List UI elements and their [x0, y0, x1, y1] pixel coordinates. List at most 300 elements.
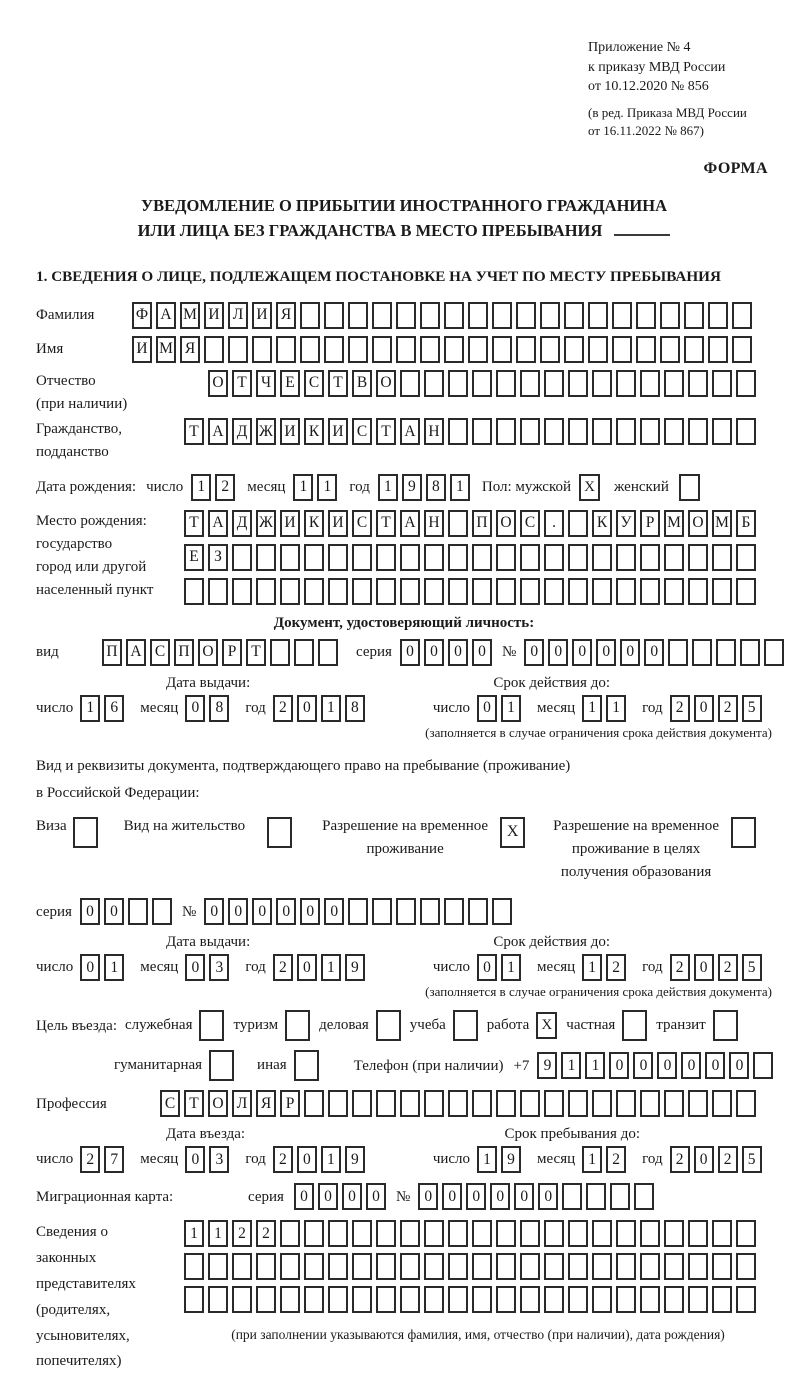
char-box: [588, 302, 608, 329]
char-box: Е: [280, 370, 300, 397]
char-box: [280, 578, 300, 605]
char-box: И: [328, 510, 348, 537]
day-label: число: [36, 1151, 74, 1168]
char-box: [688, 578, 708, 605]
identity-type-row: [36, 639, 772, 666]
purpose-study-label: учеба: [409, 1017, 446, 1034]
char-box: [232, 578, 252, 605]
char-box: [256, 544, 276, 571]
char-box: [424, 1220, 444, 1247]
char-box: [616, 1286, 636, 1313]
name-row: [36, 336, 772, 363]
purpose-official: [125, 1010, 225, 1041]
residence-issue-title: Дата выдачи:: [166, 934, 251, 951]
char-box: 1: [450, 474, 470, 501]
char-box: [424, 1286, 444, 1313]
purpose-private: [566, 1010, 647, 1041]
birthdate-year-label: год: [349, 478, 370, 495]
char-box: [732, 302, 752, 329]
char-box: 2: [215, 474, 235, 501]
char-box: [400, 1286, 420, 1313]
char-box: 1: [501, 954, 521, 981]
char-box: 0: [418, 1183, 438, 1210]
month-cells: [185, 695, 233, 722]
char-box: [448, 578, 468, 605]
day-label: число: [432, 699, 471, 716]
day-cells: [477, 695, 525, 722]
char-box: [496, 578, 516, 605]
char-box: [448, 1253, 468, 1280]
char-box: С: [352, 510, 372, 537]
birthplace-cells-block: [184, 510, 760, 605]
char-box: [610, 1183, 630, 1210]
char-box: 0: [80, 954, 100, 981]
char-box: 0: [300, 898, 320, 925]
migration-card-number-label: №: [395, 1188, 411, 1205]
char-box: Д: [232, 510, 252, 537]
char-box: [496, 544, 516, 571]
char-box: 0: [442, 1183, 462, 1210]
birthplace-label-line3: город или другой: [36, 559, 147, 576]
char-box: [204, 336, 224, 363]
char-box: 0: [294, 1183, 314, 1210]
char-box: [684, 336, 704, 363]
char-box: Д: [232, 418, 252, 445]
month-label: месяц: [140, 1151, 179, 1168]
char-box: [640, 370, 660, 397]
char-box: [544, 1286, 564, 1313]
char-box: 2: [670, 954, 690, 981]
char-box: [664, 418, 684, 445]
month-cells: [582, 954, 630, 981]
char-box: И: [252, 302, 272, 329]
char-box: 0: [477, 954, 497, 981]
char-box: [544, 1220, 564, 1247]
char-box: И: [328, 418, 348, 445]
char-box: [568, 1253, 588, 1280]
char-box: 9: [345, 954, 365, 981]
char-box: 0: [228, 898, 248, 925]
char-box: [592, 1253, 612, 1280]
day-cells: [80, 1146, 128, 1173]
residence-until-title: Срок действия до:: [493, 934, 610, 951]
char-box: [544, 578, 564, 605]
char-box: [544, 370, 564, 397]
birthdate-year-cells: [378, 474, 474, 501]
char-box: [208, 578, 228, 605]
purpose-study-checkbox: [453, 1010, 478, 1041]
char-box: 8: [426, 474, 446, 501]
char-box: [420, 302, 440, 329]
char-box: [592, 1090, 612, 1117]
char-box: 0: [538, 1183, 558, 1210]
char-box: 0: [694, 695, 714, 722]
residence-series-cells: [80, 898, 176, 925]
char-box: [668, 639, 688, 666]
char-box: [616, 1090, 636, 1117]
char-box: [712, 418, 732, 445]
char-box: [636, 336, 656, 363]
year-cells: [670, 1146, 766, 1173]
char-box: 1: [582, 954, 602, 981]
char-box: [664, 1253, 684, 1280]
char-box: [304, 1220, 324, 1247]
char-box: [732, 336, 752, 363]
char-box: [664, 1286, 684, 1313]
char-box: [256, 1253, 276, 1280]
migration-card-row: [36, 1183, 772, 1210]
char-box: [328, 578, 348, 605]
char-box: [588, 336, 608, 363]
char-box: [664, 1220, 684, 1247]
day-cells: [477, 1146, 525, 1173]
char-box: [352, 578, 372, 605]
char-box: О: [208, 1090, 228, 1117]
char-box: [708, 302, 728, 329]
month-cells: [582, 1146, 630, 1173]
form-title-line2: [36, 218, 772, 244]
char-box: 0: [342, 1183, 362, 1210]
amendment-line: от 16.11.2022 № 867): [588, 122, 705, 138]
char-box: С: [160, 1090, 180, 1117]
char-box: [496, 1220, 516, 1247]
identity-series-label: серия: [356, 643, 392, 660]
char-box: Я: [276, 302, 296, 329]
char-box: 2: [273, 954, 293, 981]
residence-issue-group: [36, 954, 381, 981]
birthplace-label-line4: населенный пункт: [36, 582, 154, 599]
representatives-note: (при заполнении указываются фамилия, имя, отчество (при наличии), дата рождения): [231, 1327, 725, 1343]
char-box: [712, 1220, 732, 1247]
char-box: [128, 898, 148, 925]
char-box: [712, 1090, 732, 1117]
purpose-transit-label: транзит: [656, 1017, 706, 1034]
char-box: [592, 544, 612, 571]
char-box: Я: [256, 1090, 276, 1117]
section1-title: 1. СВЕДЕНИЯ О ЛИЦЕ, ПОДЛЕЖАЩЕМ ПОСТАНОВКЕ НА УЧЕТ ПО МЕСТУ ПРЕБЫВАНИЯ: [36, 267, 721, 285]
edu-residence-checkbox: [731, 817, 756, 848]
char-box: [304, 544, 324, 571]
char-box: [568, 544, 588, 571]
char-box: 0: [185, 695, 205, 722]
year-cells: [670, 695, 766, 722]
char-box: С: [304, 370, 324, 397]
char-box: 3: [209, 1146, 229, 1173]
char-box: Т: [246, 639, 266, 666]
birthplace-row: [36, 510, 772, 605]
char-box: [568, 1220, 588, 1247]
month-label: месяц: [537, 699, 576, 716]
char-box: 0: [366, 1183, 386, 1210]
citizenship-label-line1: Гражданство,: [36, 421, 123, 438]
char-box: [208, 1286, 228, 1313]
char-box: 0: [657, 1052, 677, 1079]
char-box: 1: [477, 1146, 497, 1173]
identity-dates-row: [36, 695, 772, 722]
char-box: [400, 1090, 420, 1117]
birthdate-month-cells: [293, 474, 341, 501]
char-box: [328, 1286, 348, 1313]
char-box: [328, 1090, 348, 1117]
char-box: [468, 898, 488, 925]
name-label: Имя: [36, 340, 64, 357]
char-box: [468, 336, 488, 363]
char-box: 2: [718, 954, 738, 981]
char-box: 0: [185, 1146, 205, 1173]
birthplace-label-line2: государство: [36, 535, 113, 552]
char-box: [376, 1090, 396, 1117]
char-box: [736, 370, 756, 397]
char-box: [520, 578, 540, 605]
char-box: 0: [694, 1146, 714, 1173]
char-box: [688, 1253, 708, 1280]
char-box: [712, 544, 732, 571]
char-box: 2: [718, 1146, 738, 1173]
char-box: [664, 578, 684, 605]
identity-type-cells: [102, 639, 342, 666]
char-box: И: [280, 510, 300, 537]
char-box: [544, 1253, 564, 1280]
char-box: [736, 1090, 756, 1117]
residence-intro-line1: Вид и реквизиты документа, подтверждающего право на пребывание (проживание): [36, 757, 571, 774]
identity-until-group: [433, 695, 778, 722]
edu-residence-label-line2: проживание в целях: [571, 840, 701, 857]
char-box: [352, 1286, 372, 1313]
char-box: 1: [321, 1146, 341, 1173]
char-box: [712, 370, 732, 397]
char-box: [400, 578, 420, 605]
char-box: [376, 1220, 396, 1247]
char-box: [270, 639, 290, 666]
char-box: 0: [490, 1183, 510, 1210]
char-box: [496, 370, 516, 397]
char-box: 0: [572, 639, 592, 666]
char-box: 8: [209, 695, 229, 722]
surname-cells: [132, 302, 756, 329]
identity-series-cells: [400, 639, 496, 666]
purpose-official-label: служебная: [124, 1017, 193, 1034]
char-box: Е: [184, 544, 204, 571]
char-box: [280, 1286, 300, 1313]
char-box: О: [688, 510, 708, 537]
year-label: год: [245, 699, 266, 716]
char-box: 1: [561, 1052, 581, 1079]
char-box: [328, 544, 348, 571]
char-box: [616, 370, 636, 397]
char-box: [280, 1220, 300, 1247]
char-box: [376, 1286, 396, 1313]
patronymic-label-line2: (при наличии): [36, 395, 128, 412]
residence-permit-checkbox: [267, 817, 292, 848]
char-box: [348, 898, 368, 925]
char-box: [256, 578, 276, 605]
birthdate-month-label: месяц: [247, 478, 286, 495]
char-box: [472, 578, 492, 605]
char-box: [304, 578, 324, 605]
name-cells: [132, 336, 756, 363]
char-box: [328, 1220, 348, 1247]
char-box: [540, 302, 560, 329]
birthplace-cells-row1: [184, 510, 760, 537]
char-box: [712, 1286, 732, 1313]
char-box: [520, 370, 540, 397]
char-box: [208, 1253, 228, 1280]
char-box: 0: [297, 695, 317, 722]
char-box: С: [150, 639, 170, 666]
entry-dates-row: [36, 1146, 772, 1173]
char-box: [496, 1090, 516, 1117]
char-box: [448, 418, 468, 445]
purpose-transit-checkbox: [713, 1010, 738, 1041]
char-box: [616, 1220, 636, 1247]
appendix-block: [588, 38, 768, 181]
purpose-business-checkbox: [376, 1010, 401, 1041]
char-box: [664, 370, 684, 397]
char-box: [688, 370, 708, 397]
residence-permit-label: Вид на жительство: [123, 817, 246, 834]
char-box: [753, 1052, 773, 1079]
char-box: П: [102, 639, 122, 666]
char-box: [660, 302, 680, 329]
char-box: О: [208, 370, 228, 397]
char-box: Т: [328, 370, 348, 397]
residence-number-label: №: [181, 903, 197, 920]
char-box: .: [544, 510, 564, 537]
year-cells: [670, 954, 766, 981]
char-box: [544, 544, 564, 571]
sex-male-checkbox: X: [579, 474, 600, 501]
char-box: [664, 544, 684, 571]
char-box: К: [304, 510, 324, 537]
char-box: 2: [256, 1220, 276, 1247]
purpose-tourism-checkbox: [285, 1010, 310, 1041]
char-box: 2: [670, 695, 690, 722]
char-box: [492, 336, 512, 363]
char-box: [444, 336, 464, 363]
char-box: 7: [104, 1146, 124, 1173]
char-box: [716, 639, 736, 666]
representatives-cells-block: [184, 1220, 772, 1343]
char-box: И: [280, 418, 300, 445]
char-box: [232, 1253, 252, 1280]
char-box: А: [400, 510, 420, 537]
sex-female-checkbox: [679, 474, 700, 501]
char-box: 0: [400, 639, 420, 666]
residence-dates-headers: [36, 934, 772, 951]
char-box: Т: [376, 510, 396, 537]
char-box: 0: [472, 639, 492, 666]
char-box: М: [664, 510, 684, 537]
patronymic-label: [36, 370, 208, 417]
representatives-cells-row2: [184, 1253, 772, 1280]
char-box: [424, 1253, 444, 1280]
char-box: 0: [297, 954, 317, 981]
char-box: П: [472, 510, 492, 537]
char-box: 1: [606, 695, 626, 722]
temp-residence-option: [322, 815, 525, 862]
char-box: [492, 898, 512, 925]
char-box: [640, 418, 660, 445]
birthdate-day-label: число: [146, 478, 184, 495]
char-box: [300, 336, 320, 363]
char-box: 8: [345, 695, 365, 722]
char-box: А: [126, 639, 146, 666]
purpose-work-label: работа: [486, 1017, 530, 1034]
char-box: 0: [705, 1052, 725, 1079]
char-box: 0: [477, 695, 497, 722]
purpose-humanitarian: [114, 1050, 234, 1081]
char-box: [294, 639, 314, 666]
char-box: 0: [297, 1146, 317, 1173]
purpose-tourism-label: туризм: [233, 1017, 279, 1034]
char-box: [372, 898, 392, 925]
char-box: [400, 1253, 420, 1280]
purpose-row: [36, 1010, 772, 1041]
char-box: [324, 302, 344, 329]
char-box: [318, 639, 338, 666]
char-box: [692, 639, 712, 666]
char-box: [688, 1220, 708, 1247]
char-box: А: [156, 302, 176, 329]
char-box: И: [132, 336, 152, 363]
entry-date-group: [36, 1146, 381, 1173]
char-box: [444, 302, 464, 329]
purpose-prefix: Цель въезда:: [36, 1017, 117, 1034]
profession-label: Профессия: [36, 1095, 107, 1112]
char-box: Н: [424, 510, 444, 537]
char-box: [472, 1253, 492, 1280]
representatives-label: [36, 1220, 184, 1375]
char-box: [472, 1286, 492, 1313]
residence-until-group: [433, 954, 778, 981]
char-box: [592, 418, 612, 445]
char-box: [520, 418, 540, 445]
char-box: [636, 302, 656, 329]
char-box: [568, 510, 588, 537]
char-box: [348, 302, 368, 329]
char-box: [352, 1220, 372, 1247]
identity-type-label: вид: [36, 643, 59, 660]
identity-dates-headers: [36, 675, 772, 692]
char-box: [688, 418, 708, 445]
char-box: 6: [104, 695, 124, 722]
char-box: 2: [80, 1146, 100, 1173]
char-box: Т: [184, 510, 204, 537]
char-box: [616, 544, 636, 571]
sex-male-label: Пол: мужской: [481, 478, 572, 495]
char-box: [616, 578, 636, 605]
char-box: [352, 1090, 372, 1117]
purpose-official-checkbox: [199, 1010, 224, 1041]
char-box: 0: [633, 1052, 653, 1079]
char-box: [280, 1253, 300, 1280]
year-label: год: [245, 1151, 266, 1168]
temp-residence-label: [322, 815, 488, 862]
char-box: [396, 898, 416, 925]
char-box: [372, 302, 392, 329]
purpose-business: [319, 1010, 401, 1041]
char-box: Т: [184, 1090, 204, 1117]
char-box: 0: [644, 639, 664, 666]
purpose-transit: [656, 1010, 737, 1041]
char-box: 0: [548, 639, 568, 666]
char-box: [472, 370, 492, 397]
identity-issue-title: Дата выдачи:: [166, 674, 251, 691]
char-box: [304, 1286, 324, 1313]
char-box: 1: [582, 1146, 602, 1173]
char-box: [736, 418, 756, 445]
representatives-label-line4: (родителях,: [36, 1301, 111, 1318]
